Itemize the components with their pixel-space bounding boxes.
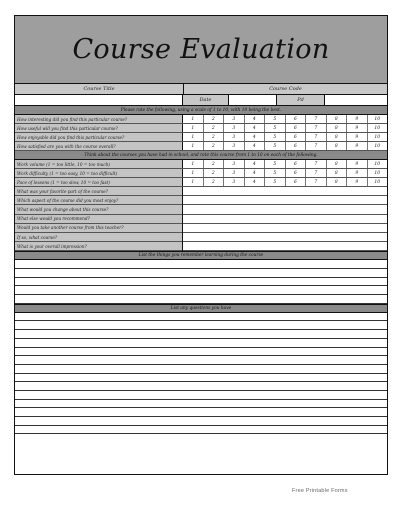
rating-option[interactable]: 2: [204, 178, 225, 186]
rating-option[interactable]: 1: [183, 124, 204, 132]
section1-header: Please rate the following, using a scale of 1 to 10, with 10 being the best.: [15, 106, 387, 115]
open-question: What else would you recommend?: [15, 215, 182, 224]
rating-option[interactable]: 10: [374, 134, 381, 140]
period-field[interactable]: [325, 95, 387, 105]
rating-option[interactable]: 9: [347, 124, 368, 132]
evaluation-form: [14, 15, 388, 475]
rating-option[interactable]: 10: [374, 161, 381, 167]
rating-question: How enjoyable did you find this particular course?: [15, 133, 183, 141]
rating-option[interactable]: 9: [347, 115, 368, 123]
writing-line[interactable]: [15, 391, 387, 400]
rating-question: Work difficulty (1 = too easy, 10 = too difficult): [15, 169, 183, 177]
rating-option[interactable]: 8: [327, 115, 348, 123]
rating-option[interactable]: 8: [327, 160, 348, 168]
rating-option[interactable]: 3: [224, 115, 245, 123]
rating-option[interactable]: 1: [183, 115, 204, 123]
rating-option[interactable]: 8: [327, 178, 348, 186]
rating-option[interactable]: 8: [327, 142, 348, 150]
rating-option[interactable]: 8: [327, 124, 348, 132]
rating-row: [15, 133, 387, 142]
open-question: Which aspect of the course did you most enjoy?: [15, 196, 182, 205]
rating-option[interactable]: 10: [374, 116, 381, 122]
writing-line[interactable]: [15, 374, 387, 383]
rating-option[interactable]: 3: [224, 160, 245, 168]
rating-row: [15, 124, 387, 133]
rating-option[interactable]: 2: [204, 142, 225, 150]
writing-line[interactable]: [15, 356, 387, 365]
course-title-label: Course Title: [15, 84, 184, 94]
rating-row: [15, 115, 387, 124]
rating-option[interactable]: 9: [347, 142, 368, 150]
writing-line[interactable]: [15, 286, 387, 295]
rating-option[interactable]: 6: [286, 115, 307, 123]
section3-header: List the things you remember learning during the course: [15, 251, 387, 260]
learned-lines: [15, 260, 387, 303]
open-answer-field[interactable]: [183, 233, 387, 242]
rating-option[interactable]: 8: [327, 169, 348, 177]
rating-option[interactable]: 6: [286, 160, 307, 168]
rating-option[interactable]: 9: [347, 160, 368, 168]
rating-option[interactable]: 3: [224, 142, 245, 150]
rating-option[interactable]: 7: [306, 124, 327, 132]
rating-option[interactable]: 2: [204, 169, 225, 177]
period-label: Pd: [277, 95, 325, 105]
writing-line[interactable]: [15, 408, 387, 417]
open-answer-field[interactable]: [183, 215, 387, 224]
title-band: [15, 16, 387, 84]
writing-line[interactable]: [15, 269, 387, 278]
rating-scale: [183, 142, 387, 150]
rating-option[interactable]: 7: [306, 178, 327, 186]
rating-option[interactable]: 2: [204, 124, 225, 132]
rating-option[interactable]: 3: [224, 124, 245, 132]
rating-option[interactable]: 1: [183, 178, 204, 186]
rating-question: Work volume (1 = too little, 10 = too much): [15, 160, 183, 168]
rating-option[interactable]: 7: [306, 160, 327, 168]
open-question: What was your favorite part of the course?: [15, 187, 182, 196]
rating-option[interactable]: 9: [347, 169, 368, 177]
rating-option[interactable]: 7: [306, 169, 327, 177]
rating-option[interactable]: 5: [265, 160, 286, 168]
writing-line[interactable]: [15, 339, 387, 348]
writing-line[interactable]: [15, 313, 387, 322]
rating-scale: [183, 169, 387, 177]
course-code-label: Course Code: [269, 86, 302, 92]
rating-option[interactable]: 10: [374, 125, 381, 131]
rating-scale: [183, 115, 387, 123]
section2-ratings: [15, 160, 387, 187]
rating-option[interactable]: 5: [265, 133, 286, 141]
open-answer-field[interactable]: [183, 187, 387, 196]
open-question: If so, what course?: [15, 233, 182, 242]
rating-option[interactable]: 4: [245, 169, 266, 177]
rating-option[interactable]: 5: [265, 169, 286, 177]
writing-line[interactable]: [15, 365, 387, 374]
rating-option[interactable]: 3: [224, 169, 245, 177]
writing-line[interactable]: [15, 321, 387, 330]
rating-scale: [183, 160, 387, 168]
writing-line[interactable]: [15, 417, 387, 426]
rating-option[interactable]: 5: [265, 115, 286, 123]
rating-question: How interesting did you find this particular course?: [15, 115, 183, 123]
rating-option[interactable]: 6: [286, 178, 307, 186]
writing-line[interactable]: [15, 330, 387, 339]
question-lines: [15, 313, 387, 435]
rating-option[interactable]: 4: [245, 133, 266, 141]
writing-line[interactable]: [15, 400, 387, 409]
writing-line[interactable]: [15, 426, 387, 435]
writing-line[interactable]: [15, 348, 387, 357]
rating-row: [15, 142, 387, 151]
date-row: [15, 95, 387, 106]
course-info-row: [15, 84, 387, 95]
rating-option[interactable]: 1: [183, 160, 204, 168]
rating-option[interactable]: 9: [347, 133, 368, 141]
writing-line[interactable]: [15, 382, 387, 391]
rating-option[interactable]: 6: [286, 142, 307, 150]
open-question-labels: [15, 187, 183, 251]
rating-question: How useful will you find this particular course?: [15, 124, 183, 132]
rating-option[interactable]: 6: [286, 169, 307, 177]
section1-ratings: [15, 115, 387, 151]
rating-option[interactable]: 1: [183, 133, 204, 141]
rating-row: [15, 178, 387, 187]
rating-option[interactable]: 10: [374, 170, 381, 176]
rating-option[interactable]: 4: [245, 115, 266, 123]
rating-option[interactable]: 6: [286, 133, 307, 141]
open-answer-field[interactable]: [183, 196, 387, 205]
rating-scale: [183, 133, 387, 141]
rating-option[interactable]: 7: [306, 142, 327, 150]
rating-option[interactable]: 5: [265, 178, 286, 186]
rating-option[interactable]: 5: [265, 142, 286, 150]
date-field[interactable]: [229, 95, 277, 105]
form-title: Course Evaluation: [72, 34, 330, 65]
section4-header: List any questions you have: [15, 304, 387, 313]
rating-option[interactable]: 7: [306, 115, 327, 123]
open-answer-field[interactable]: [183, 242, 387, 251]
open-question: Would you take another course from this teacher?: [15, 224, 182, 233]
course-title-field[interactable]: [15, 95, 183, 105]
writing-line[interactable]: [15, 295, 387, 304]
rating-row: [15, 169, 387, 178]
footer-brand: Free Printable Forms: [292, 488, 348, 494]
section2-header: Think about the courses you have had in school, and rate this course from 1 to 10 on each of the following.: [15, 151, 387, 160]
rating-option[interactable]: 5: [265, 124, 286, 132]
open-question: What would you change about this course?: [15, 205, 182, 214]
rating-option[interactable]: 6: [286, 124, 307, 132]
rating-option[interactable]: 9: [347, 178, 368, 186]
rating-option[interactable]: 2: [204, 160, 225, 168]
rating-option[interactable]: 7: [306, 133, 327, 141]
writing-line[interactable]: [15, 278, 387, 287]
rating-option[interactable]: 10: [374, 143, 381, 149]
open-question-answers: [183, 187, 387, 251]
rating-option[interactable]: 1: [183, 169, 204, 177]
date-label: Date: [183, 95, 229, 105]
rating-option[interactable]: 1: [183, 142, 204, 150]
rating-option[interactable]: 8: [327, 133, 348, 141]
rating-option[interactable]: 4: [245, 142, 266, 150]
open-questions: [15, 187, 387, 251]
rating-row: [15, 160, 387, 169]
rating-option[interactable]: 2: [204, 133, 225, 141]
rating-scale: [183, 124, 387, 132]
rating-option[interactable]: 10: [374, 179, 381, 185]
rating-question: Pace of lessons (1 = too slow, 10 = too fast): [15, 178, 183, 186]
open-answer-field[interactable]: [183, 205, 387, 214]
rating-option[interactable]: 3: [224, 133, 245, 141]
open-question: What is your overall impression?: [15, 242, 182, 251]
rating-option[interactable]: 4: [245, 160, 266, 168]
rating-scale: [183, 178, 387, 186]
writing-line[interactable]: [15, 260, 387, 269]
rating-option[interactable]: 4: [245, 124, 266, 132]
rating-option[interactable]: 2: [204, 115, 225, 123]
rating-option[interactable]: 4: [245, 178, 266, 186]
open-answer-field[interactable]: [183, 224, 387, 233]
rating-option[interactable]: 3: [224, 178, 245, 186]
rating-question: How satisfied are you with the course overall?: [15, 142, 183, 150]
